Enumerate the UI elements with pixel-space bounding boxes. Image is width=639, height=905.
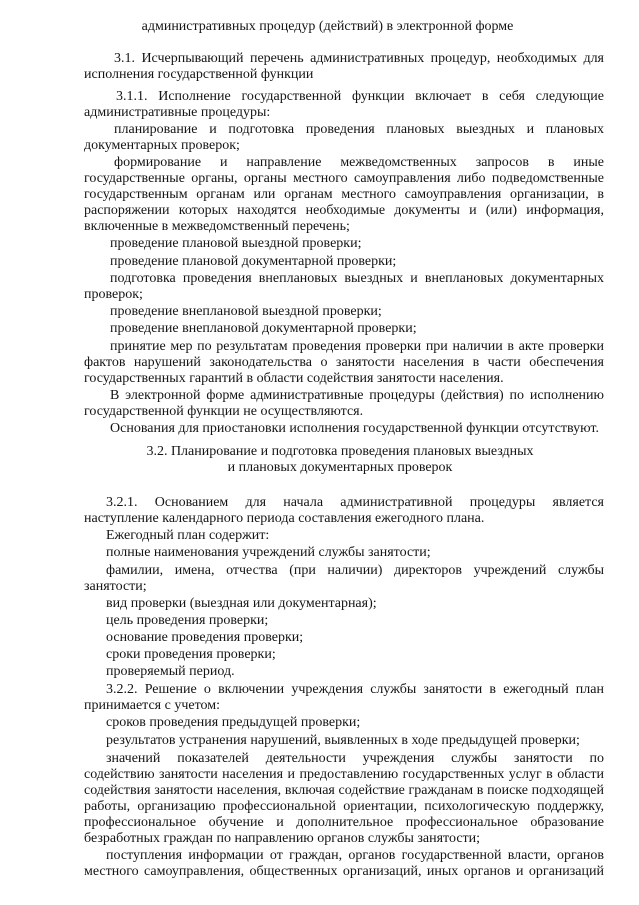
document-page: административных процедур (действий) в электронной форме 3.1. Исчерпывающий перечень административных процедур, необходимых для исполнения государственной функции 3.1.1. Исполнение государственной функции включает в себя следующие административные процедуры: планирование и подготовка проведения плановых выездных и плановых документарных проверок; формирование и направление межведомственных запросов в иные государственные органы, органы местного самоуправления либо подведомственные государственным органам или органам местного самоуправления организации, в распоряжении которых находятся необходимые документы и (или) информация, включенные в межведомственный перечень; проведение плановой выездной проверки; проведение плановой документарной проверки; подготовка проведения внеплановых выездных и внеплановых документарных проверок; проведение внеплановой выездной проверки; проведение внеплановой документарной проверки; принятие мер по результатам проведения проверки при наличии в акте проверки фактов нарушений законодательства о занятости населения в части обеспечения государственных гарантий в области содействия занятости населения. В электронной форме административные процедуры (действия) по исполнению государственной функции не осуществляются. Основания для приостановки исполнения государственной функции отсутствуют. 3.2. Планирование и подготовка проведения плановых выездных и плановых документарных проверок 3.2.1. Основанием для начала административной процедуры является наступление календарного периода составления ежегодного плана. Ежегодный план содержит: полные наименования учреждений службы занятости; фамилии, имена, отчества (при наличии) директоров учреждений службы занятости; вид проверки (выездная или документарная); цель проведения проверки; основание проведения проверки; сроки проведения проверки; проверяемый период. 3.2.2. Решение о включении учреждения службы занятости в ежегодный план принимается с учетом: сроков проведения предыдущей проверки; результатов устранения нарушений, выявленных в ходе предыдущей проверки; значений показателей деятельности учреждения службы занятости по содействию занятости населения и предоставлению государственных услуг в области содействия занятости населения, включая содействие гражданам в поиске подходящей работы, организацию профессиональной ориентации, психологическую поддержку, профессиональное обучение и дополнительное профессиональное образование безработных граждан по направлению органов службы занятости; поступления информации от граждан, органов государственной власти, органов местного самоуправления, общественных организаций, иных органов и организаций [84,19,604,879]
